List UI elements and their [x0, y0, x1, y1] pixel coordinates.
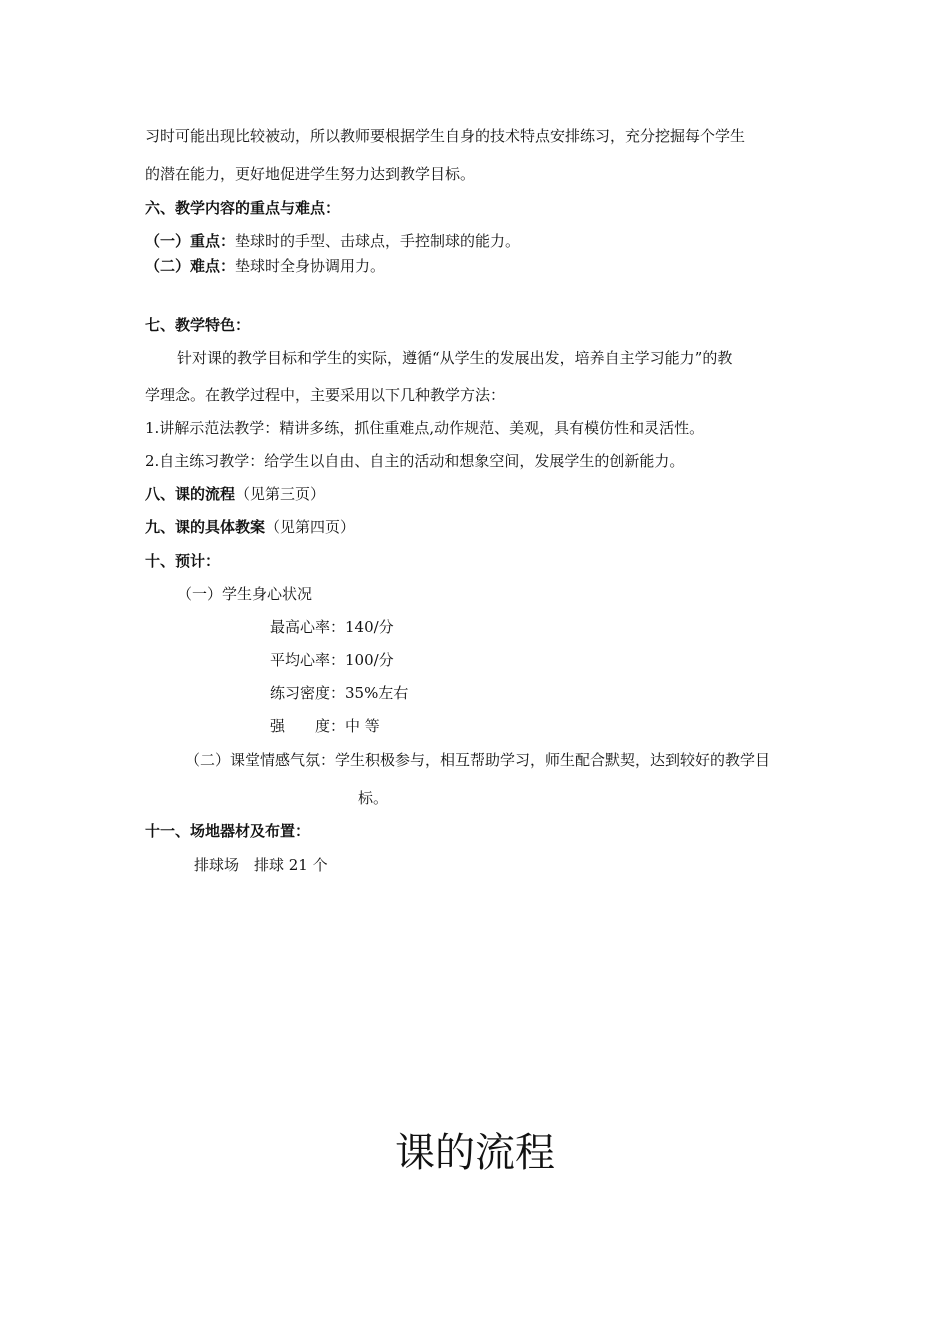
section-heading: 十、预计： [145, 552, 221, 570]
section-heading: 十一、场地器材及布置： [145, 822, 311, 840]
section-heading [145, 484, 325, 504]
paragraph-line: 标。 [358, 789, 389, 807]
item-text: 垫球时的手型、击球点，手控制球的能力。 [235, 232, 521, 250]
paragraph-line: 排球场 排球 21 个 [194, 856, 328, 874]
stat-line [270, 716, 380, 736]
flow-title: 课的流程 [395, 1130, 555, 1176]
paragraph-line: （二）课堂情感气氛：学生积极参与，相互帮助学习，师生配合默契，达到较好的教学目 [185, 751, 771, 769]
section-heading: 七、教学特色： [145, 316, 251, 334]
heading-text: 八、课的流程 [145, 485, 236, 503]
list-item [145, 256, 385, 276]
stat-value: 中 等 [345, 717, 380, 735]
heading-note: （见第四页） [265, 518, 356, 536]
stat-line: 平均心率：100/分 [270, 651, 394, 669]
paragraph-line: 学理念。在教学过程中，主要采用以下几种教学方法： [145, 386, 506, 404]
subsection-title: （一）学生身心状况 [177, 585, 313, 603]
paragraph-line: 针对课的教学目标和学生的实际，遵循“从学生的发展出发，培养自主学习能力”的教 [177, 349, 733, 367]
stat-line: 最高心率：140/分 [270, 618, 394, 636]
stat-line: 练习密度：35%左右 [270, 684, 409, 702]
paragraph-line: 习时可能出现比较被动，所以教师要根据学生自身的技术特点安排练习，充分挖掘每个学生 [145, 127, 746, 145]
list-item [145, 231, 520, 251]
heading-text: 九、课的具体教案 [145, 518, 266, 536]
item-text: 垫球时全身协调用力。 [235, 257, 386, 275]
section-heading [145, 517, 355, 537]
heading-note: （见第三页） [235, 485, 326, 503]
stat-label: 强 度： [270, 717, 346, 735]
section-heading: 六、教学内容的重点与难点： [145, 199, 341, 217]
item-label: （二）难点： [145, 257, 236, 275]
list-item: 1.讲解示范法教学：精讲多练，抓住重难点,动作规范、美观，具有模仿性和灵活性。 [145, 419, 705, 437]
paragraph-line: 的潜在能力，更好地促进学生努力达到教学目标。 [145, 165, 476, 183]
list-item: 2.自主练习教学：给学生以自由、自主的活动和想象空间，发展学生的创新能力。 [145, 452, 685, 470]
item-label: （一）重点： [145, 232, 236, 250]
